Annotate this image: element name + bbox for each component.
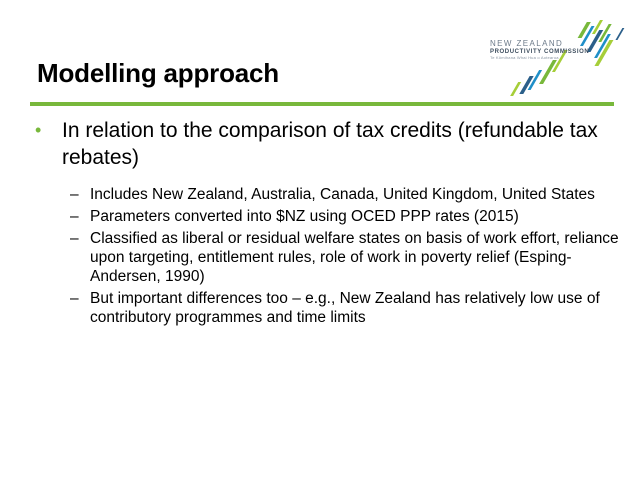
dash-icon: – bbox=[70, 290, 79, 307]
bullet-text: In relation to the comparison of tax credits (refundable tax rebates) bbox=[62, 119, 598, 169]
dash-icon: – bbox=[70, 186, 79, 203]
sub-bullet-item bbox=[70, 289, 620, 327]
sub-bullet-text: Includes New Zealand, Australia, Canada, United Kingdom, United States bbox=[90, 186, 595, 203]
bullet-dot-icon: • bbox=[35, 120, 42, 140]
sub-bullet-item bbox=[70, 207, 620, 226]
slide-body bbox=[30, 117, 620, 330]
sub-bullet-text: Classified as liberal or residual welfare states on basis of work effort, reliance upon targeting, entitlement rules, role of work in poverty relief (Esping-Andersen, 1990) bbox=[90, 230, 619, 285]
logo-line-1: NEW ZEALAND bbox=[490, 39, 564, 48]
sub-bullet-text: Parameters converted into $NZ using OCED PPP rates (2015) bbox=[90, 208, 519, 225]
dash-icon: – bbox=[70, 208, 79, 225]
title-underline bbox=[30, 102, 614, 106]
bullet-item bbox=[30, 117, 620, 171]
dash-icon: – bbox=[70, 230, 79, 247]
slide-title: Modelling approach bbox=[37, 58, 279, 88]
sub-bullet-item bbox=[70, 185, 620, 204]
logo-line-3: Te Kōmihana Whai Hua o Aotearoa bbox=[490, 55, 559, 60]
sub-bullet-text: But important differences too – e.g., New Zealand has relatively low use of contributory programmes and time limits bbox=[90, 290, 600, 326]
logo-wordmark bbox=[490, 40, 589, 60]
logo-line-2: PRODUCTIVITY COMMISSION bbox=[490, 49, 590, 55]
sub-bullet-item bbox=[70, 229, 620, 286]
sub-bullet-list bbox=[30, 185, 620, 327]
productivity-commission-logo bbox=[486, 12, 636, 102]
